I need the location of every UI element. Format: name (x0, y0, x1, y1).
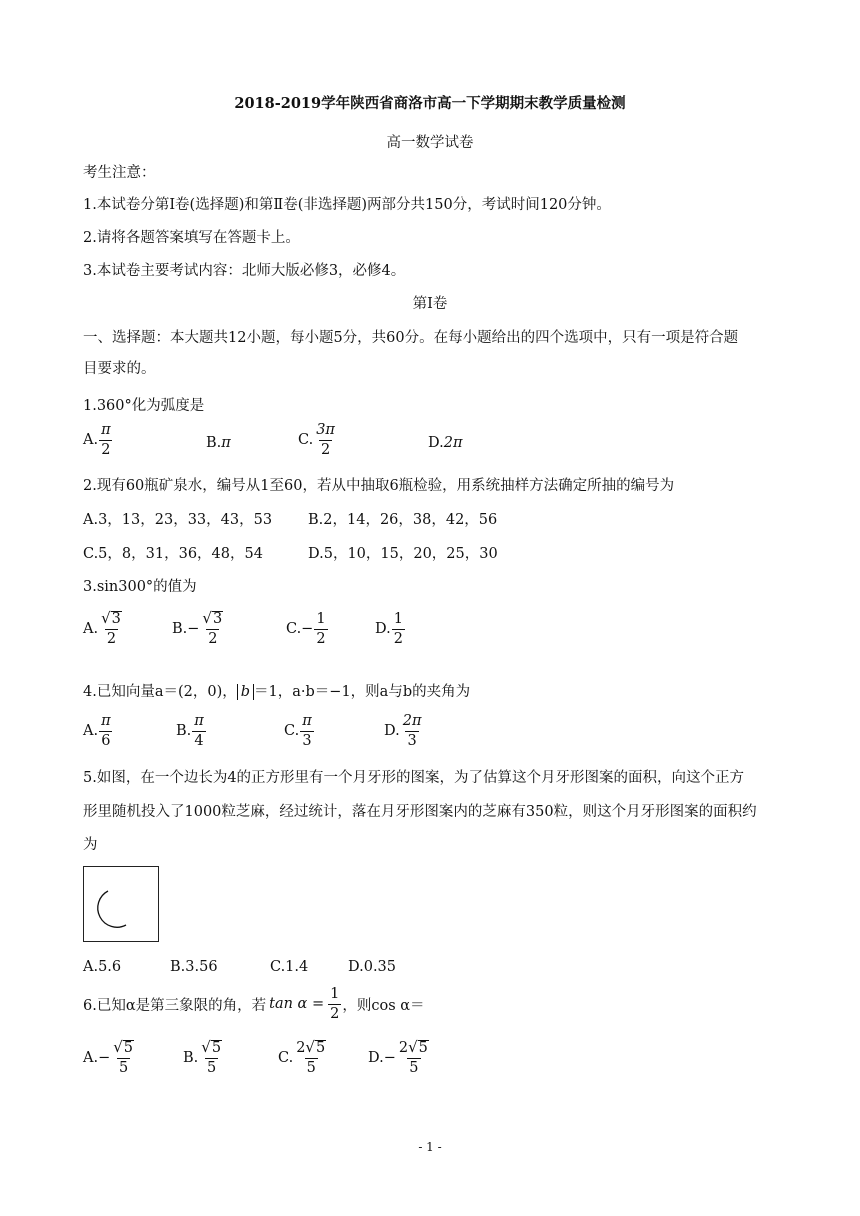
notice-item: 1.本试卷分第Ⅰ卷(选择题)和第Ⅱ卷(非选择题)两部分共150分，考试时间120分钟。 (83, 197, 611, 213)
fraction: $\frac{2\pi}{3}$ (402, 713, 422, 749)
document-title: 2018-2019学年陕西省商洛市高一下学期期末教学质量检测 (234, 95, 626, 112)
option-a: A. √ 3 2 (83, 611, 125, 647)
fraction: 2 √ 5 5 (398, 1038, 428, 1076)
option-d: D.2π (428, 435, 463, 451)
crescent-figure (83, 866, 159, 942)
fraction: $\frac{3\pi}{2}$ (316, 422, 335, 458)
question-stem: 6.已知α是第三象限的角，若 tan α = $\frac{1}{2}$ ，则cos α＝ (83, 986, 425, 1022)
option-b: B.− √ 3 2 (172, 611, 226, 647)
question-stem: 5.如图，在一个边长为4的正方形里有一个月牙形的图案，为了估算这个月牙形图案的面积，向这个正方 (83, 770, 745, 786)
fraction: √ 3 2 (202, 609, 223, 647)
option-d: D.− 2 √ 5 5 (368, 1040, 432, 1076)
moon-icon (84, 867, 158, 941)
fraction: $\frac{1}{2}$ (330, 986, 340, 1022)
option-a: A. $\frac{\pi}{6}$ (83, 713, 111, 749)
fraction: √ 3 2 (101, 609, 121, 647)
question-stem: 形里随机投入了1000粒芝麻，经过统计，落在月牙形图案内的芝麻有350粒，则这个月牙形图案的面积约 (83, 804, 757, 820)
notice-item: 2.请将各题答案填写在答题卡上。 (83, 230, 300, 246)
question-stem: 1.360°化为弧度是 (83, 398, 205, 414)
vector-magnitude: b (237, 684, 254, 700)
option-d: D. $\frac{1}{2}$ (375, 611, 403, 647)
section-instructions: 一、选择题：本大题共12小题，每小题5分，共60分。在每小题给出的四个选项中，只有一项是符合题 (83, 330, 739, 346)
fraction: √ 5 5 (201, 1038, 222, 1076)
fraction: $\frac{\pi}{6}$ (101, 713, 111, 749)
option-c: C.1.4 (270, 959, 309, 975)
option-b: B.3.56 (170, 959, 218, 975)
option-a: A.3，13，23，33，43，53 (83, 512, 273, 528)
fraction: 2 √ 5 5 (296, 1038, 326, 1076)
option-b: B. $\frac{\pi}{4}$ (176, 713, 204, 749)
option-b: B.π (206, 435, 231, 451)
document-subtitle: 高一数学试卷 (386, 135, 474, 151)
page-number: - 1 - (418, 1140, 442, 1154)
option-d: D.5，10，15，20，25，30 (308, 546, 498, 562)
option-b: B.2，14，26，38，42，56 (308, 512, 498, 528)
fraction: $\frac{1}{2}$ (316, 611, 326, 647)
fraction: √ 5 5 (113, 1038, 134, 1076)
option-c: C.5，8，31，36，48，54 (83, 546, 263, 562)
option-a: A.− √ 5 5 (83, 1040, 137, 1076)
option-d: D. $\frac{2\pi}{3}$ (384, 713, 422, 749)
option-a (83, 422, 114, 458)
fraction: $\frac{\pi}{2}$ (101, 422, 111, 458)
option-label: A. (83, 432, 99, 449)
fraction: $\frac{1}{2}$ (393, 611, 403, 647)
option-a: A.5.6 (83, 959, 122, 975)
section-instructions: 目要求的。 (83, 361, 156, 377)
option-c: C. 2 √ 5 5 (278, 1040, 329, 1076)
option-c: C. $\frac{\pi}{3}$ (284, 713, 312, 749)
fraction: $\frac{\pi}{4}$ (194, 713, 204, 749)
option-b: B. √ 5 5 (183, 1040, 225, 1076)
question-stem: 4.已知向量a＝(2，0)， b ＝1，a·b＝−1，则a与b的夹角为 (83, 684, 471, 700)
option-d: D.0.35 (348, 959, 397, 975)
question-stem: 2.现有60瓶矿泉水，编号从1至60，若从中抽取6瓶检验，用系统抽样方法确定所抽的编号为 (83, 478, 675, 494)
notice-item: 3.本试卷主要考试内容：北师大版必修3，必修4。 (83, 263, 406, 279)
section-label: 第Ⅰ卷 (412, 296, 448, 312)
question-stem: 3.sin300°的值为 (83, 579, 197, 595)
question-stem: 为 (83, 837, 98, 853)
option-c: C.− $\frac{1}{2}$ (286, 611, 326, 647)
fraction: $\frac{\pi}{3}$ (302, 713, 312, 749)
notice-heading: 考生注意： (83, 165, 156, 181)
option-c: C. $\frac{3\pi}{2}$ (298, 422, 335, 458)
